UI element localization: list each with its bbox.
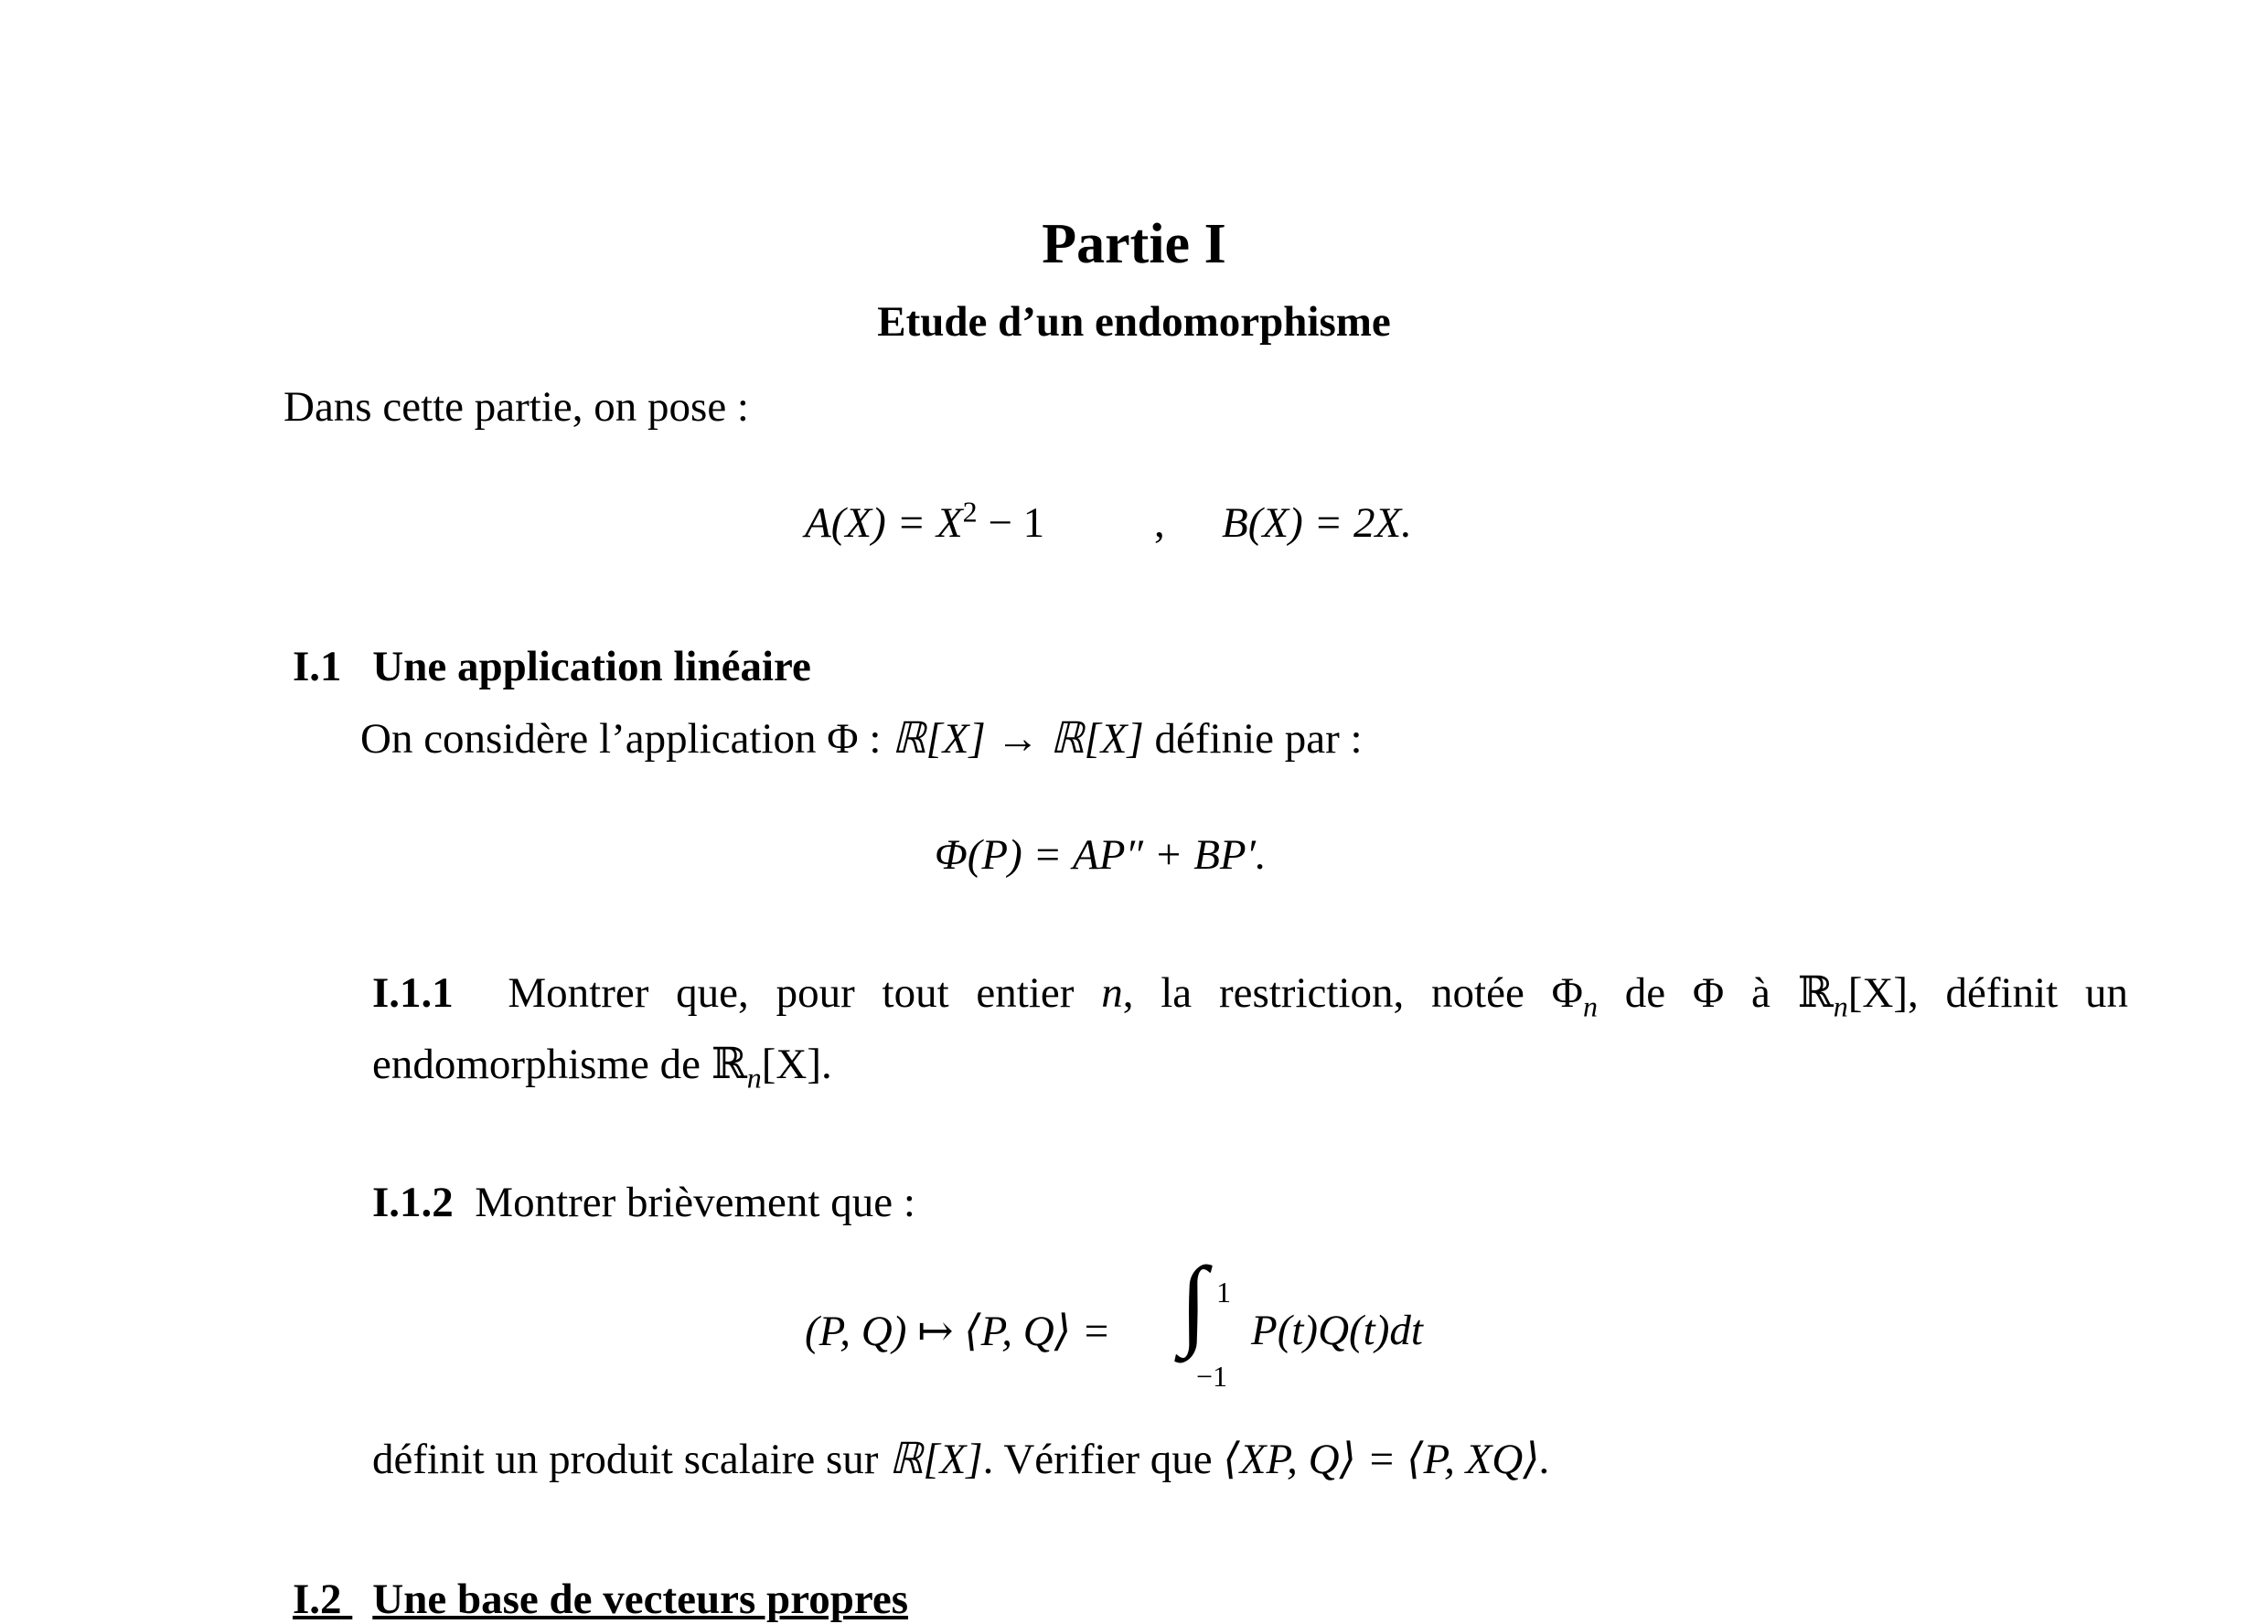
equation-A-rhs: = X — [896, 499, 963, 547]
section-intro — [360, 713, 1363, 764]
integral-sign: ∫ — [1180, 1246, 1208, 1358]
section-heading-1-1 — [293, 642, 811, 691]
equation-B: B(X) = 2X. — [1222, 499, 1412, 547]
question-text: de Φ à ℝ — [1597, 969, 1834, 1017]
page-subtitle: Etude d’un endomorphisme — [877, 298, 1391, 346]
equation-A — [805, 495, 1045, 548]
integrand: P(t)Q(t)dt — [1251, 1307, 1423, 1354]
question-text: Montrer brièvement que : — [475, 1179, 915, 1226]
question-text: endomorphisme de ℝ — [372, 1041, 747, 1088]
question-math: ℝ[X] — [889, 1436, 983, 1483]
question-text: Montrer que, pour tout entier — [508, 969, 1102, 1017]
equation-A-rhs-tail: − 1 — [977, 499, 1045, 547]
question-number: I.1.1 — [372, 969, 454, 1017]
phi-definition: Φ(P) = AP″ + BP′. — [935, 831, 1267, 879]
question-var-n: n — [1101, 969, 1123, 1017]
integral-upper-bound: 1 — [1216, 1276, 1231, 1309]
question-subscript: n — [746, 1061, 762, 1095]
question-text: . Vérifier que — [982, 1436, 1224, 1483]
question-number: I.1.2 — [372, 1179, 454, 1226]
section-intro-text: On considère l’application Φ : — [360, 715, 893, 763]
question-math: ⟨XP, Q⟩ = ⟨P, XQ⟩. — [1223, 1436, 1551, 1483]
question-text: [X], définit un — [1847, 969, 2129, 1017]
equation-A-exponent: 2 — [962, 495, 978, 529]
question-1-1-2 — [372, 1178, 915, 1227]
section-title: Une base de vecteurs propres — [372, 1576, 909, 1623]
question-text: , la restriction, notée Φ — [1122, 969, 1583, 1017]
section-heading-1-2 — [293, 1575, 908, 1624]
section-number: I.2 — [293, 1576, 342, 1623]
equation-separator: , — [1154, 499, 1165, 547]
question-text: [X]. — [761, 1041, 832, 1088]
question-subscript: n — [1582, 989, 1598, 1023]
intro-text: Dans cette partie, on pose : — [284, 383, 749, 431]
question-subscript: n — [1833, 989, 1848, 1023]
question-1-1-1-line2 — [372, 1039, 832, 1095]
integral-lhs: (P, Q) ↦ ⟨P, Q⟩ = — [805, 1308, 1111, 1355]
integral — [1180, 1246, 1253, 1394]
equation-A-lhs: A(X) — [805, 499, 886, 547]
section-intro-math: ℝ[X] → ℝ[X] — [892, 715, 1144, 763]
question-1-1-2-follow — [372, 1434, 1550, 1484]
integral-lower-bound: −1 — [1196, 1360, 1228, 1393]
section-number: I.1 — [293, 643, 342, 690]
section-title: Une application linéaire — [372, 643, 811, 690]
section-intro-tail: définie par : — [1143, 715, 1363, 763]
question-text: définit un produit scalaire sur — [372, 1436, 890, 1483]
question-1-1-1-line1 — [372, 967, 2129, 1023]
page-title: Partie I — [1042, 213, 1226, 275]
